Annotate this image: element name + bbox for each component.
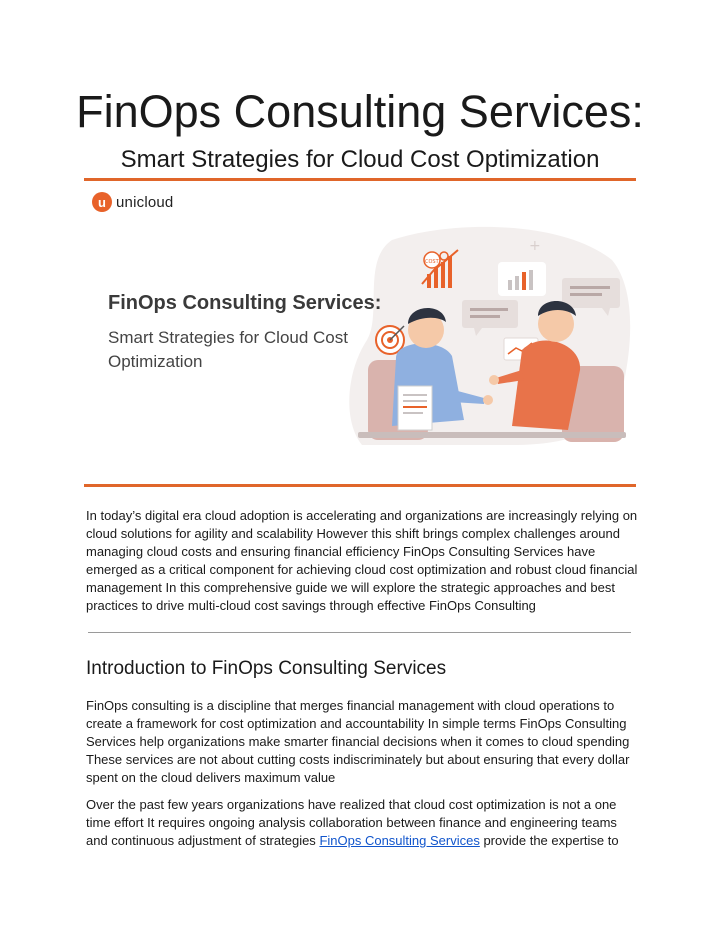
plus-decoration: + bbox=[529, 238, 541, 254]
document-subtitle: Smart Strategies for Cloud Cost Optimization bbox=[120, 146, 600, 173]
section-divider bbox=[88, 632, 631, 633]
hero-illustration bbox=[92, 220, 632, 478]
logo-mark-icon: u bbox=[92, 192, 112, 212]
document-title: FinOps Consulting Services: bbox=[76, 86, 644, 137]
bar-chart-card bbox=[498, 262, 546, 296]
finops-consulting-services-link[interactable]: FinOps Consulting Services bbox=[319, 833, 480, 848]
hero-heading: FinOps Consulting Services: bbox=[108, 292, 382, 314]
top-orange-rule bbox=[84, 178, 636, 181]
cost-badge-text: COST bbox=[425, 259, 439, 265]
unicloud-logo bbox=[92, 191, 173, 213]
bottom-orange-rule bbox=[84, 484, 636, 487]
hero-subheading: Smart Strategies for Cloud Cost Optimization bbox=[108, 328, 348, 371]
section-paragraph-1: FinOps consulting is a discipline that merges financial management with cloud operations to create a framework for cost optimization and accountability In simple terms FinOps Consulting Services help organizations make smarter financial decisions when it comes to cloud spending These services are not about cutting costs indiscriminately but about ensuring that every dollar spent on the cloud delivers maximum value bbox=[86, 698, 630, 785]
target-icon bbox=[376, 326, 404, 354]
paragraph-2-text-before: Over the past few years organizations have realized that cloud cost optimization is not a one time effort It requires ongoing analysis collaboration between finance and engineering teams and continuous adjustment of strategies bbox=[86, 797, 617, 848]
paragraph-2-text-after: provide the expertise to bbox=[479, 833, 619, 848]
section-heading: Introduction to FinOps Consulting Services bbox=[86, 658, 447, 679]
section-paragraph-2 bbox=[86, 796, 638, 850]
logo-text: unicloud bbox=[116, 193, 174, 211]
intro-paragraph: In today’s digital era cloud adoption is accelerating and organizations are increasingly relying on cloud solutions for agility and scalability However this shift brings complex challenges around managing cloud costs and ensuring financial efficiency FinOps Consulting Services have emerged as a critical component for achieving cloud cost optimization and robust cloud financial management In this comprehensive guide we will explore the strategic approaches and best practices to drive multi-cloud cost savings through effective FinOps Consulting bbox=[86, 508, 638, 613]
table-surface bbox=[358, 432, 626, 438]
